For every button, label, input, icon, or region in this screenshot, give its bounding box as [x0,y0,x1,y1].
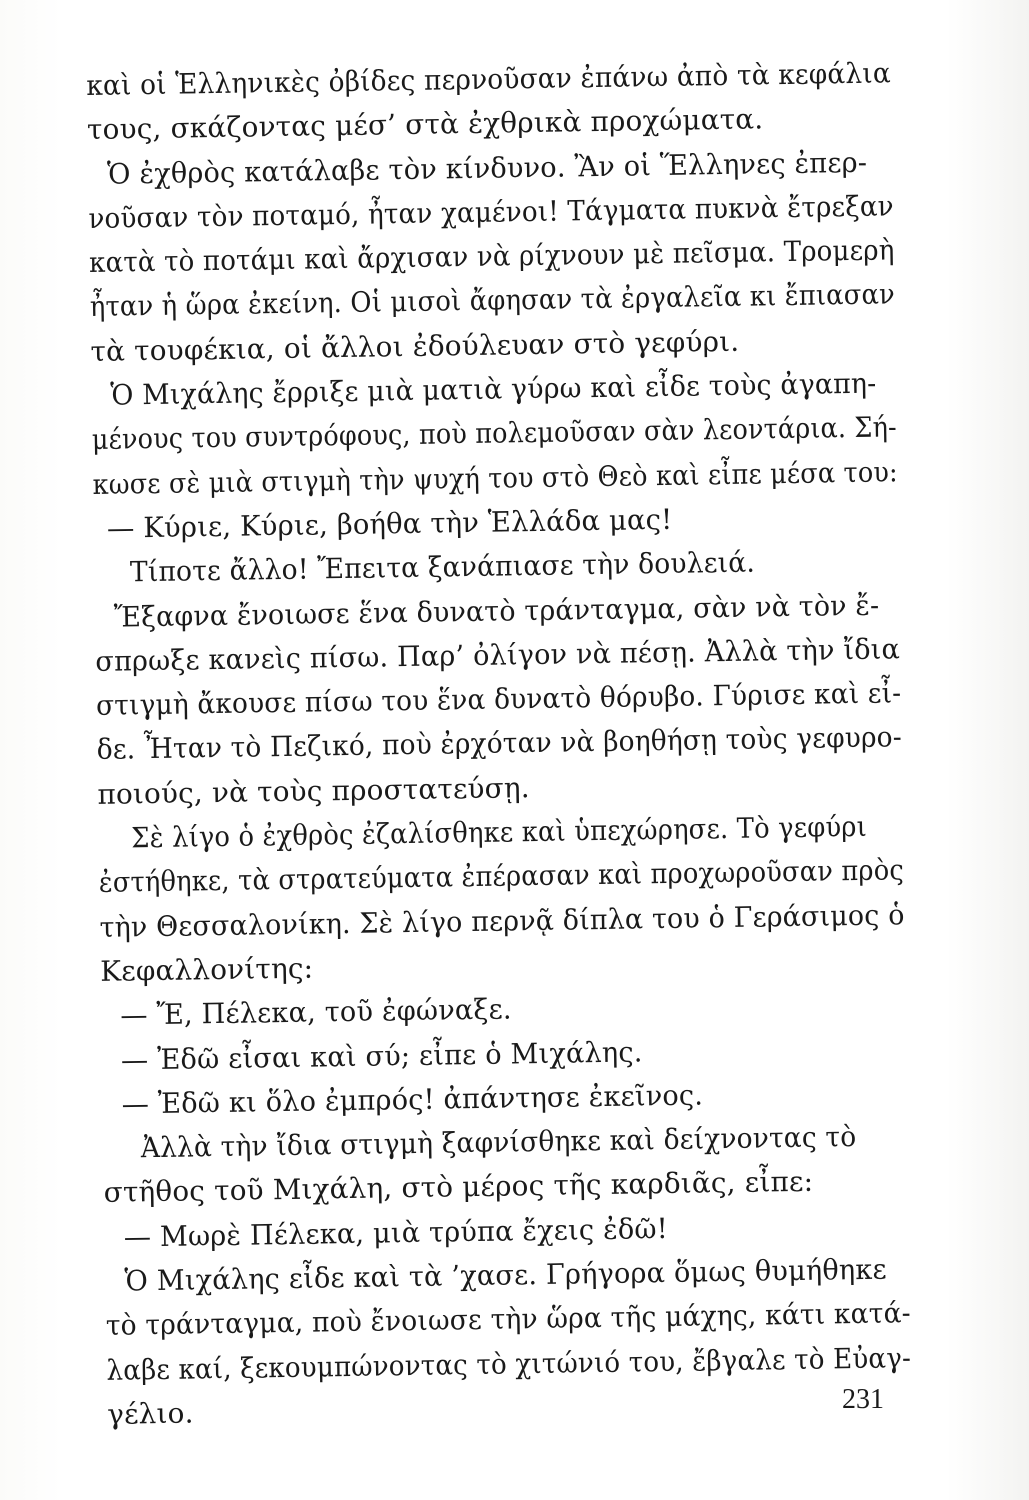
text-line: καὶ οἱ Ἑλληνικὲς ὀβίδες περνοῦσαν ἐπάνω ἀπὸ τὰ κεφάλια [86,56,892,102]
text-line: ποιούς, νὰ τοὺς προστατεύσῃ. [97,770,531,811]
text-line: Ὁ ἐχθρὸς κατάλαβε τὸν κίνδυνο. Ἂν οἱ Ἕλληνες ἐπερ- [106,145,868,191]
text-line: στιγμὴ ἄκουσε πίσω του ἕνα δυνατὸ θόρυβο. Γύρισε καὶ εἶ- [95,676,902,723]
page-number: 231 [842,1384,884,1415]
text-line: Ὁ Μιχάλης εἶδε καὶ τὰ ’χασε. Γρήγορα ὅμως θυμήθηκε [124,1252,887,1298]
text-line: τους, σκάζοντας μέσ’ στὰ ἐχθρικὰ προχώματα. [86,102,764,147]
text-line: μένους του συντρόφους, ποὺ πολεμοῦσαν σὰν λεοντάρια. Σή- [91,410,898,457]
text-line: Τίποτε ἄλλο! Ἔπειτα ξανάπιασε τὴν δουλειά. [129,545,756,589]
text-line: — Ἐδῶ κι ὅλο ἐμπρός! ἀπάντησε ἐκεῖνος. [121,1078,704,1121]
text-line: κωσε σὲ μιὰ στιγμὴ τὴν ψυχή του στὸ Θεὸ καὶ εἶπε μέσα του: [92,454,899,501]
text-line: νοῦσαν τὸν ποταμό, ἦταν χαμένοι! Τάγματα πυκνὰ ἔτρεξαν [88,189,895,235]
text-line: στῆθος τοῦ Μιχάλη, στὸ μέρος τῆς καρδιᾶς, εἶπε: [103,1165,814,1210]
text-line: γέλιο. [106,1396,194,1431]
text-line: — Κύριε, Κύριε, βοήθα τὴν Ἑλλάδα μας! [106,502,673,545]
text-line: — Μωρὲ Πέλεκα, μιὰ τρύπα ἔχεις ἐδῶ! [123,1211,669,1254]
text-line: τὸ τράνταγμα, ποὺ ἔνοιωσε τὴν ὥρα τῆς μάχης, κάτι κατά- [105,1296,912,1343]
text-line: — Ἔ, Πέλεκα, τοῦ ἐφώναξε. [120,992,512,1032]
text-line: ἦταν ἡ ὥρα ἐκείνη. Οἱ μισοὶ ἄφησαν τὰ ἐργαλεῖα κι ἔπιασαν [89,277,896,324]
text-line: λαβε καί, ξεκουμπώνοντας τὸ χιτώνιό του, ἔβγαλε τὸ Εὐαγ- [106,1340,912,1387]
text-line: Σὲ λίγο ὁ ἐχθρὸς ἐζαλίσθηκε καὶ ὑπεχώρησε. Τὸ γεφύρι [131,809,868,855]
text-line: τὴν Θεσσαλονίκη. Σὲ λίγο περνᾷ δίπλα του ὁ Γεράσιμος ὁ [99,897,905,944]
text-line: σπρωξε κανεὶς πίσω. Παρ’ ὀλίγον νὰ πέσῃ. Ἀλλὰ τὴν ἴδια [95,632,901,678]
text-line: Ὁ Μιχάλης ἔρριξε μιὰ ματιὰ γύρω καὶ εἶδε τοὺς ἀγαπη- [110,366,877,412]
text-line: κατὰ τὸ ποτάμι καὶ ἄρχισαν νὰ ρίχνουν μὲ πεῖσμα. Τρομερὴ [88,233,895,280]
text-line: Κεφαλλονίτης: [99,951,314,988]
text-line: τὰ τουφέκια, οἱ ἄλλοι ἐδούλευαν στὸ γεφύρι. [90,324,740,368]
text-line: Ἀλλὰ τὴν ἴδια στιγμὴ ξαφνίσθηκε καὶ δείχνοντας τὸ [140,1120,857,1165]
text-line: δε. Ἦταν τὸ Πεζικό, ποὺ ἐρχόταν νὰ βοηθήσῃ τοὺς γεφυρο- [96,720,903,767]
text-line: ἐστήθηκε, τὰ στρατεύματα ἐπέρασαν καὶ προχωροῦσαν πρὸς [98,853,905,900]
page-body-text [86,51,917,1437]
text-line: Ἔξαφνα ἔνοιωσε ἕνα δυνατὸ τράνταγμα, σὰν νὰ τὸν ἔ- [113,588,880,634]
text-line: — Ἐδῶ εἶσαι καὶ σύ; εἶπε ὁ Μιχάλης. [120,1034,643,1077]
